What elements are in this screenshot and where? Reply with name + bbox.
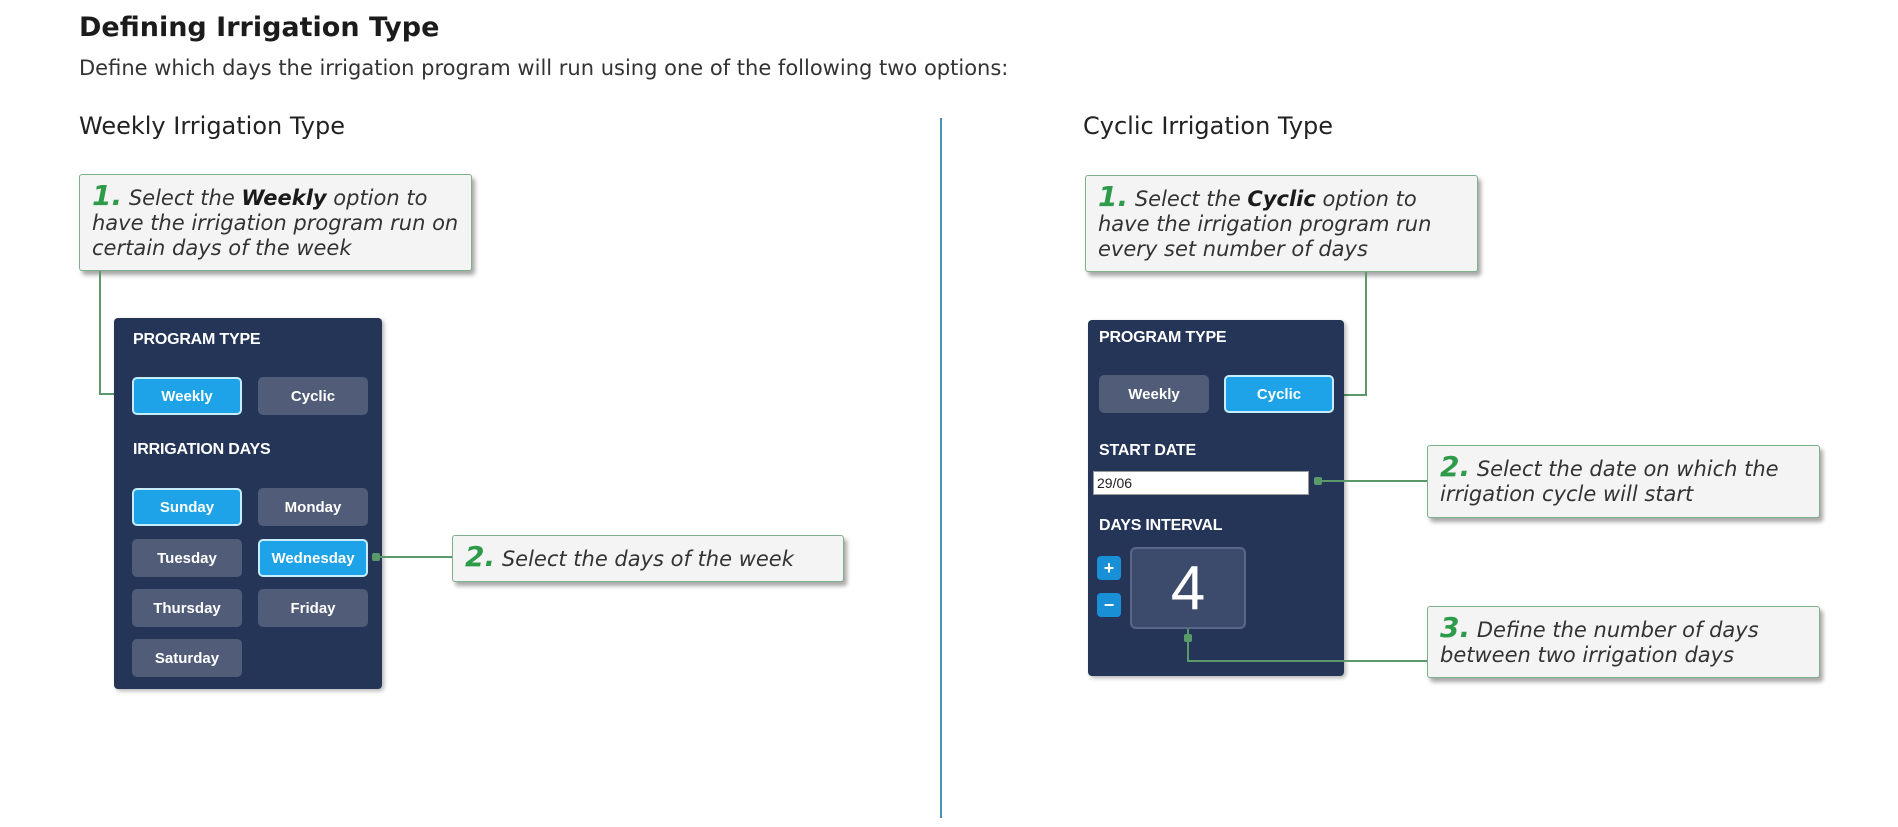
weekly-option-button[interactable]: Weekly: [1099, 375, 1209, 413]
irrigation-days-label: IRRIGATION DAYS: [133, 441, 271, 458]
cyclic-option-button[interactable]: Cyclic: [1224, 375, 1334, 413]
increment-button[interactable]: +: [1097, 556, 1121, 580]
page-subtitle: Define which days the irrigation program will run using one of the following two options:: [79, 56, 1009, 80]
callout-text: Define the number of days between two irrigation days: [1440, 618, 1759, 667]
weekly-heading: Weekly Irrigation Type: [79, 112, 345, 140]
decrement-button[interactable]: −: [1097, 593, 1121, 617]
program-type-label: PROGRAM TYPE: [1099, 329, 1227, 346]
day-button-sunday[interactable]: Sunday: [132, 488, 242, 526]
start-date-label: START DATE: [1099, 442, 1196, 459]
callout-number: 1.: [92, 179, 123, 212]
day-button-wednesday[interactable]: Wednesday: [258, 539, 368, 577]
weekly-callout-2: [452, 535, 844, 582]
day-button-tuesday[interactable]: Tuesday: [132, 539, 242, 577]
day-button-monday[interactable]: Monday: [258, 488, 368, 526]
connector-dot: [1184, 634, 1192, 642]
callout-bold-text: Weekly: [241, 186, 327, 210]
callout-text: Select the: [128, 186, 242, 210]
day-button-thursday[interactable]: Thursday: [132, 589, 242, 627]
weekly-option-button[interactable]: Weekly: [132, 377, 242, 415]
day-button-saturday[interactable]: Saturday: [132, 639, 242, 677]
weekly-callout-1: [79, 174, 472, 271]
cyclic-callout-3: [1427, 606, 1820, 678]
cyclic-option-button[interactable]: Cyclic: [258, 377, 368, 415]
column-divider: [940, 118, 942, 818]
callout-text: Select the: [1134, 187, 1248, 211]
callout-number: 2.: [1440, 450, 1471, 483]
callout-text: Select the date on which the irrigation cycle will start: [1440, 457, 1779, 506]
connector-line: [378, 556, 453, 558]
connector-line: [99, 271, 101, 395]
callout-text: option to have the irrigation program run every set number of days: [1098, 187, 1432, 261]
cyclic-callout-1: [1085, 175, 1478, 272]
page-title: Defining Irrigation Type: [79, 12, 440, 43]
days-interval-label: DAYS INTERVAL: [1099, 517, 1223, 534]
start-date-input[interactable]: 29/06: [1093, 471, 1309, 495]
connector-line: [1318, 480, 1428, 482]
connector-line: [1187, 660, 1428, 662]
callout-bold-text: Cyclic: [1247, 187, 1316, 211]
callout-number: 1.: [1098, 180, 1129, 213]
connector-line: [1365, 272, 1367, 396]
callout-text: option to have the irrigation program run on certain days of the week: [92, 186, 459, 260]
day-button-friday[interactable]: Friday: [258, 589, 368, 627]
callout-number: 3.: [1440, 611, 1471, 644]
callout-number: 2.: [465, 540, 496, 573]
program-type-label: PROGRAM TYPE: [133, 331, 261, 348]
cyclic-heading: Cyclic Irrigation Type: [1083, 112, 1334, 140]
callout-text: Select the days of the week: [501, 547, 794, 571]
days-interval-value[interactable]: 4: [1130, 547, 1246, 629]
cyclic-callout-2: [1427, 445, 1820, 518]
